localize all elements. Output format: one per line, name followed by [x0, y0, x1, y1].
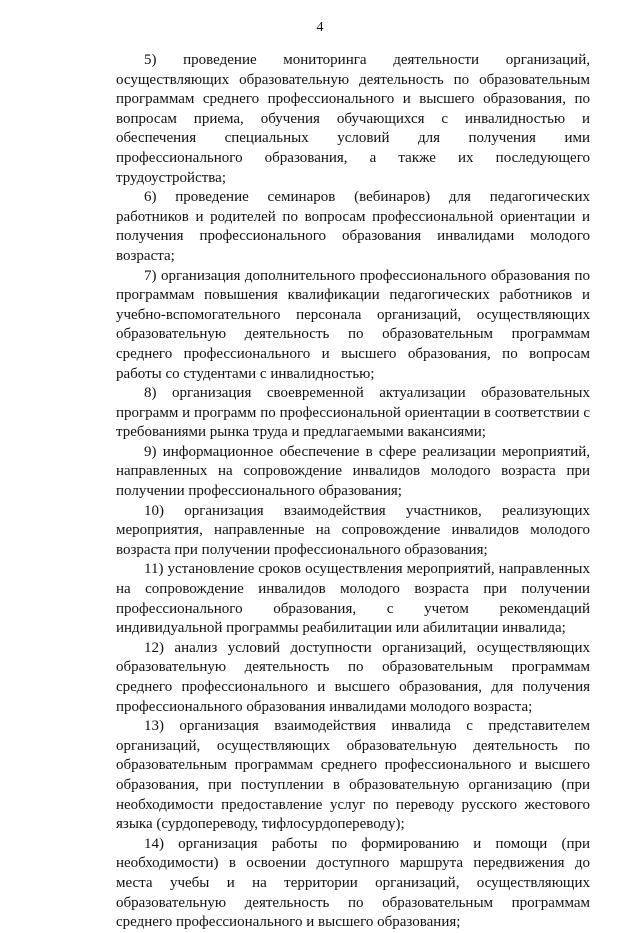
paragraph-item-6: 6) проведение семинаров (вебинаров) для педагогических работников и родителей по вопросам профессиональной ориентации и получения профессионального образования инвалидами молодого возраста; — [116, 189, 590, 264]
paragraph-item-8: 8) организация своевременной актуализации образовательных программ и программ по профессиональной ориентации в соответствии с требованиями рынка труда и предлагаемыми вакансиями; — [116, 385, 590, 441]
paragraph-item-9: 9) информационное обеспечение в сфере реализации мероприятий, направленных на сопровождение инвалидов молодого возраста при получении профессионального образования; — [116, 443, 590, 500]
paragraph-item-10: 10) организация взаимодействия участников, реализующих мероприятия, направленные на сопровождение инвалидов молодого возраста при получении профессионального образования; — [116, 502, 590, 558]
paragraph-item-14: 14) организация работы по формированию и помощи (при необходимости) в освоении доступного маршрута передвижения до места учебы и на территории организаций, осуществляющих образовательную деятельность по образовательным программам среднего профессионального и высшего образования; — [116, 835, 590, 931]
paragraph-item-13: 13) организация взаимодействия инвалида с представителем организаций, осуществляющих образовательную деятельность по образовательным программам среднего профессионального и высшего образования, при поступлении в образовательную организацию (при необходимости предоставление услуг по переводу русского жестового языка (сурдопереводу, тифлосурдопереводу); — [116, 718, 590, 833]
paragraph-item-5: 5) проведение мониторинга деятельности организаций, осуществляющих образовательную деятельность по образовательным программам среднего профессионального и высшего образования, по вопросам приема, обучения обучающихся с инвалидностью и обеспечения специальных условий для получения ими профессионального образования, а также их последующего трудоустройства; — [116, 52, 590, 186]
paragraph-item-11: 11) установление сроков осуществления мероприятий, направленных на сопровождение инвалидов молодого возраста при получении профессионального образования, с учетом рекомендаций индивидуальной программы реабилитации или абилитации инвалида; — [116, 561, 590, 637]
paragraph-item-12: 12) анализ условий доступности организаций, осуществляющих образовательную деятельность по образовательным программам среднего профессионального и высшего образования, для получения профессионального образования инвалидами молодого возраста; — [116, 639, 590, 715]
page-number: 4 — [316, 20, 324, 35]
paragraph-item-7: 7) организация дополнительного профессионального образования по программам повышения квалификации педагогических работников и учебно-вспомогательного персонала организаций, осуществляющих образовательную деятельность по образовательным программам среднего профессионального и высшего образования, по вопросам работы со студентами с инвалидностью; — [116, 267, 590, 382]
document-body — [116, 51, 590, 933]
